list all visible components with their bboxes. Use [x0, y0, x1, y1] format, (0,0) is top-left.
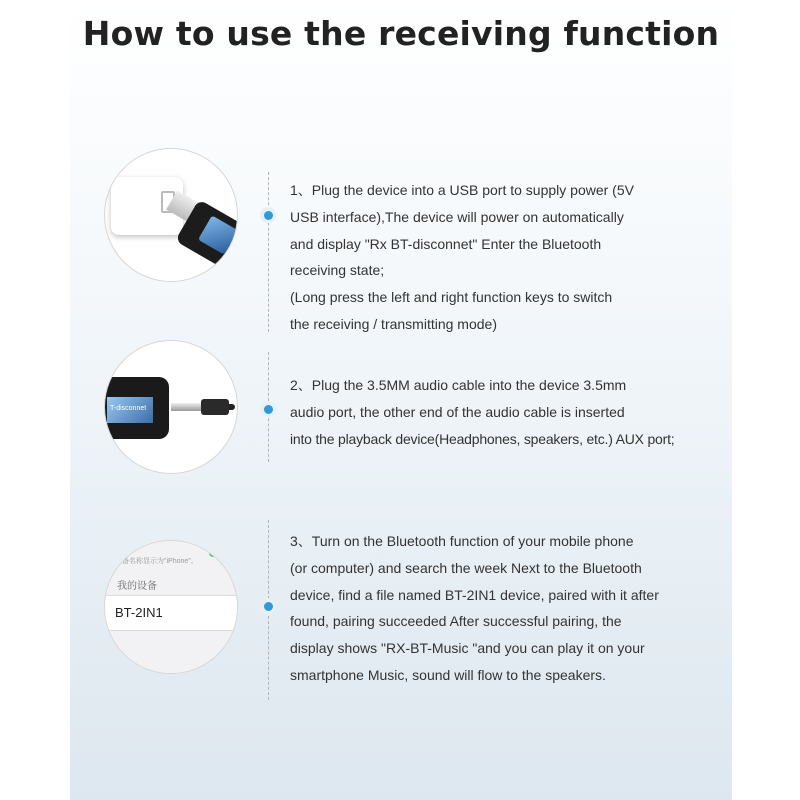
device-screen-graphic: T-disconnet [107, 397, 153, 423]
status-dot-icon [209, 549, 217, 557]
audio-jack-body-graphic [201, 399, 229, 415]
page-title: How to use the receiving function [82, 14, 720, 53]
step-line: the receiving / transmitting mode) [290, 315, 497, 332]
step-line: 2、Plug the 3.5MM audio cable into the device 3.5mm [290, 377, 627, 393]
step-1-text [290, 177, 730, 338]
usb-illustration [104, 148, 238, 282]
audio-jack-tip-graphic [171, 403, 201, 411]
my-devices-label: 我的设备 [117, 581, 157, 592]
device-list-row: BT-2IN1 [105, 595, 238, 631]
step-line: display shows "RX-BT-Music "and you can play it on your [290, 640, 645, 657]
timeline-line-1 [268, 172, 269, 332]
step-line: 1、Plug the device into a USB port to supply power (5V [290, 182, 634, 198]
step-2-text [290, 372, 730, 452]
step-line: (or computer) and search the week Next to the Bluetooth [290, 559, 642, 576]
step-3-text [290, 528, 730, 689]
step-line: and display "Rx BT-disconnet" Enter the Bluetooth [290, 235, 602, 252]
timeline-dot-3 [260, 598, 276, 614]
phone-caption: 设备名称显示为"iPhone"。 [115, 558, 198, 565]
step-line: found, pairing succeeded After successful pairing, the [290, 613, 622, 630]
timeline-dot-2 [260, 401, 276, 417]
step-line: (Long press the left and right function keys to switch [290, 289, 613, 306]
step-line: smartphone Music, sound will flow to the speakers. [290, 666, 606, 683]
bluetooth-pairing-illustration [104, 540, 238, 674]
step-line: audio port, the other end of the audio cable is inserted [290, 403, 625, 420]
step-line: receiving state; [290, 262, 385, 279]
timeline-dot-1 [260, 207, 276, 223]
step-line: USB interface),The device will power on automatically [290, 208, 624, 225]
step-line: device, find a file named BT-2IN1 device, paired with it after [290, 586, 659, 603]
step-line: 3、Turn on the Bluetooth function of your mobile phone [290, 533, 634, 549]
audio-cable-illustration [104, 340, 238, 474]
step-line: into the playback device(Headphones, speakers, etc.) AUX port; [290, 430, 675, 447]
